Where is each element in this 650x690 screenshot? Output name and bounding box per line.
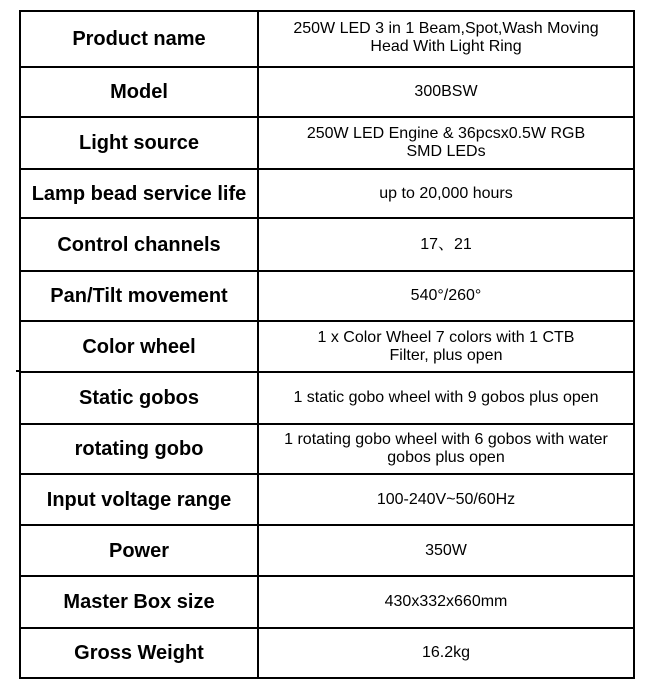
spec-value: 350W xyxy=(258,525,634,576)
spec-row-model xyxy=(20,67,634,117)
product-spec-table xyxy=(19,10,635,679)
spec-label: Product name xyxy=(20,11,258,67)
spec-label: rotating gobo xyxy=(20,424,258,474)
spec-label: Light source xyxy=(20,117,258,169)
spec-value: 250W LED 3 in 1 Beam,Spot,Wash Moving Head With Light Ring xyxy=(258,11,634,67)
spec-row-gross-weight xyxy=(20,628,634,678)
spec-label: Color wheel xyxy=(20,321,258,372)
spec-label: Input voltage range xyxy=(20,474,258,525)
spec-row-control-channels xyxy=(20,218,634,271)
spec-value: 1 rotating gobo wheel with 6 gobos with water gobos plus open xyxy=(258,424,634,474)
spec-label: Static gobos xyxy=(20,372,258,424)
spec-row-master-box xyxy=(20,576,634,628)
spec-row-lamp-life xyxy=(20,169,634,218)
spec-value: 430x332x660mm xyxy=(258,576,634,628)
spec-label: Model xyxy=(20,67,258,117)
spec-row-power xyxy=(20,525,634,576)
spec-value: 300BSW xyxy=(258,67,634,117)
spec-value: 1 x Color Wheel 7 colors with 1 CTB Filter, plus open xyxy=(258,321,634,372)
spec-value: 1 static gobo wheel with 9 gobos plus open xyxy=(258,372,634,424)
spec-label: Control channels xyxy=(20,218,258,271)
spec-row-product-name xyxy=(20,11,634,67)
spec-value: 100-240V~50/60Hz xyxy=(258,474,634,525)
spec-label: Lamp bead service life xyxy=(20,169,258,218)
spec-value: 17、21 xyxy=(258,218,634,271)
spec-row-static-gobos xyxy=(20,372,634,424)
spec-label: Master Box size xyxy=(20,576,258,628)
spec-row-input-voltage xyxy=(20,474,634,525)
spec-value: up to 20,000 hours xyxy=(258,169,634,218)
spec-row-pan-tilt xyxy=(20,271,634,321)
spec-row-rotating-gobo xyxy=(20,424,634,474)
spec-row-light-source xyxy=(20,117,634,169)
spec-label: Pan/Tilt movement xyxy=(20,271,258,321)
spec-row-color-wheel xyxy=(20,321,634,372)
spec-label: Power xyxy=(20,525,258,576)
spec-value: 250W LED Engine & 36pcsx0.5W RGB SMD LEDs xyxy=(258,117,634,169)
spec-label: Gross Weight xyxy=(20,628,258,678)
spec-value: 16.2kg xyxy=(258,628,634,678)
spec-value: 540°/260° xyxy=(258,271,634,321)
